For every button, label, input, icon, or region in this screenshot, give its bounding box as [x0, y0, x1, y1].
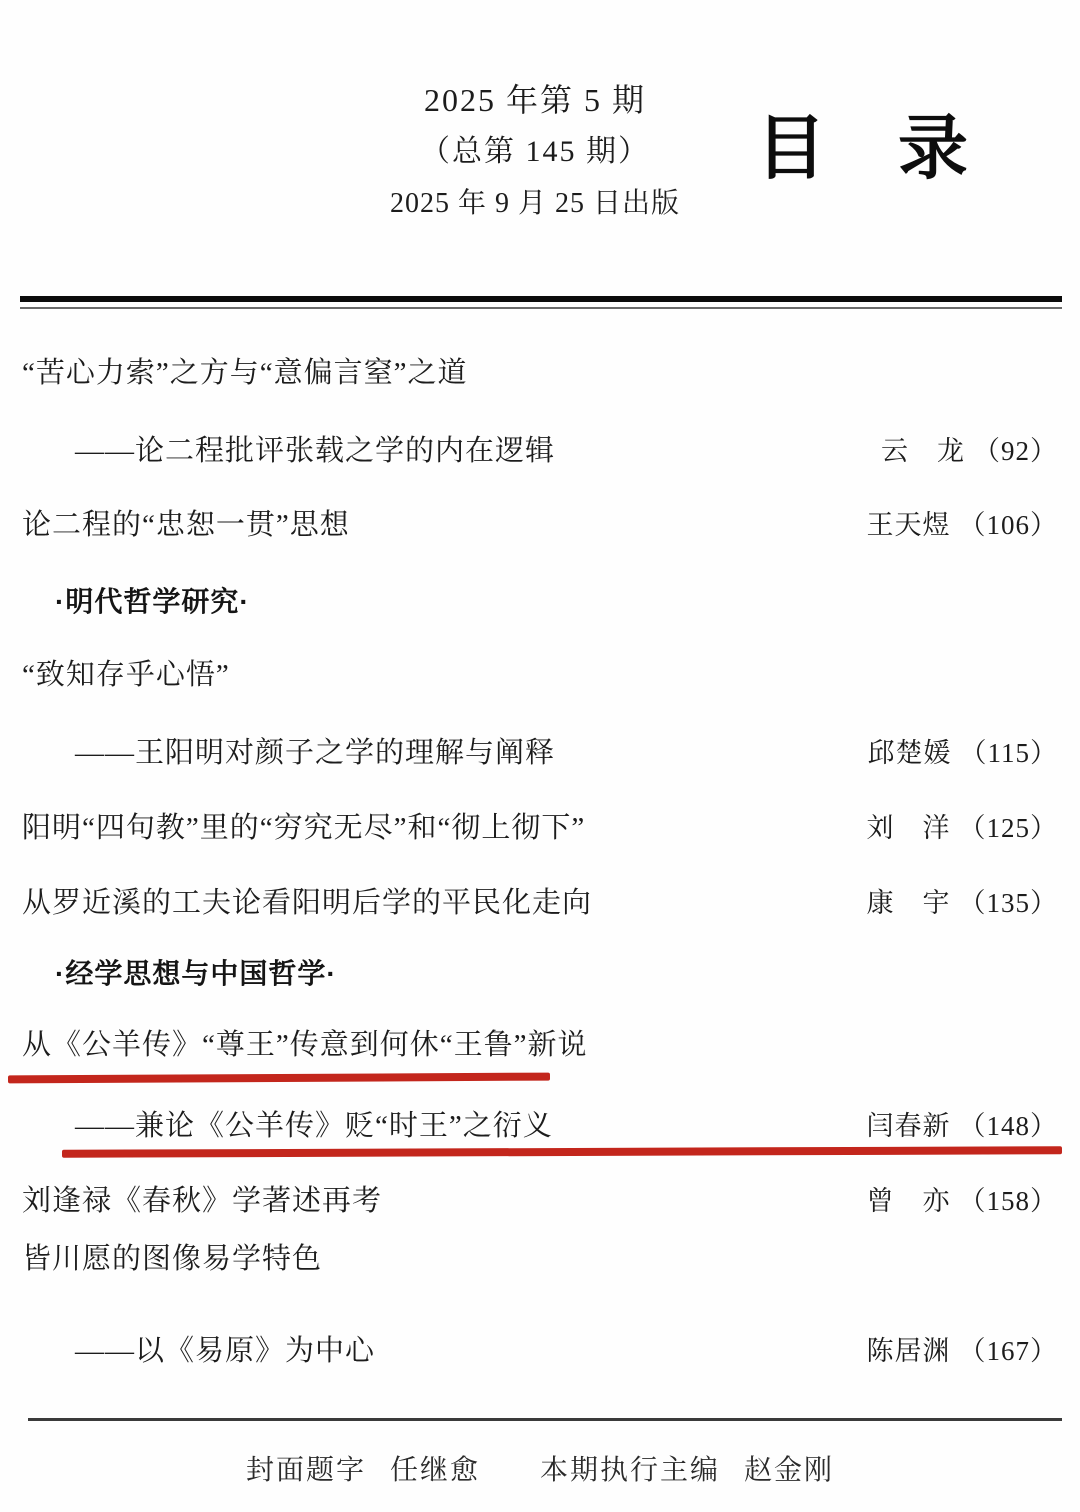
page-number: （125） [958, 813, 1058, 843]
article-subtitle: ——兼论《公羊传》贬“时王”之衍义 [75, 1110, 553, 1142]
page-number: （148） [958, 1111, 1058, 1141]
toc-entry [22, 428, 1058, 469]
footer-credits [0, 1448, 1080, 1488]
page-number: （106） [958, 510, 1058, 540]
author-name: 邱楚媛 [867, 738, 952, 768]
author-page [867, 503, 1059, 542]
toc-entry [22, 1103, 1058, 1144]
publication-date: 2025 年 9 月 25 日出版 [389, 188, 680, 219]
article-subtitle: ——论二程批评张载之学的内在逻辑 [75, 435, 556, 467]
cumulative-issue-number: （总第 145 期） [420, 135, 650, 168]
header-divider-thin [20, 307, 1062, 309]
article-title: “致知存乎心悟” [22, 659, 230, 691]
author-name: 云 龙 [881, 436, 965, 466]
author-page [867, 1179, 1059, 1218]
cover-calligraphy-name: 任继愈 [389, 1455, 480, 1486]
red-underline-title [8, 1073, 550, 1084]
page-number: （92） [973, 436, 1058, 466]
footer-divider [28, 1418, 1062, 1421]
toc-section-header [22, 580, 1058, 620]
article-title: “苦心力索”之方与“意偏言窒”之道 [22, 357, 468, 389]
issue-number: 2025 年第 5 期 [423, 82, 646, 118]
toc-entry [22, 805, 1058, 846]
article-title: 皆川愿的图像易学特色 [22, 1243, 323, 1275]
toc-entry [22, 1178, 1058, 1219]
toc-entry [22, 730, 1058, 771]
article-title: 从《公羊传》“尊王”传意到何休“王鲁”新说 [22, 1029, 588, 1061]
toc-entry [22, 350, 1058, 391]
cover-calligraphy-label: 封面题字 [245, 1455, 366, 1486]
page-number: （167） [958, 1336, 1058, 1366]
page-title-char-1: 目 [756, 109, 826, 187]
article-subtitle: ——以《易原》为中心 [75, 1335, 376, 1367]
page-number: （135） [958, 888, 1058, 918]
toc-entry [22, 502, 1058, 543]
red-underline-subtitle [62, 1146, 1062, 1157]
toc-section-header [22, 952, 1058, 992]
author-name: 刘 洋 [866, 813, 951, 843]
author-page [881, 429, 1058, 468]
page-number: （115） [959, 738, 1058, 768]
article-title: 论二程的“忠恕一贯”思想 [22, 509, 350, 541]
toc-entry [22, 1328, 1058, 1369]
author-name: 曾 亦 [866, 1186, 951, 1216]
page-title-char-2: 录 [898, 109, 968, 187]
article-title: 刘逢禄《春秋》学著述再考 [22, 1185, 383, 1217]
executive-editor-name: 赵金刚 [744, 1455, 835, 1486]
header-divider-thick [20, 296, 1062, 302]
executive-editor-label: 本期执行主编 [540, 1455, 721, 1486]
author-page [867, 881, 1059, 920]
article-subtitle: ——王阳明对颜子之学的理解与阐释 [75, 737, 556, 769]
article-title: 阳明“四句教”里的“穷究无尽”和“彻上彻下” [22, 812, 586, 844]
section-title: ·经学思想与中国哲学· [55, 958, 337, 989]
issue-info [340, 74, 730, 230]
author-page [867, 1329, 1059, 1368]
author-name: 陈居渊 [866, 1336, 951, 1366]
author-page [867, 1104, 1059, 1143]
page-title [756, 108, 968, 188]
author-name: 王天煜 [866, 510, 951, 540]
page-number: （158） [958, 1186, 1058, 1216]
author-name: 康 宇 [866, 888, 951, 918]
article-title: 从罗近溪的工夫论看阳明后学的平民化走向 [22, 887, 593, 919]
toc-entry [22, 880, 1058, 921]
section-title: ·明代哲学研究· [55, 586, 250, 617]
toc-entry [22, 1022, 1058, 1063]
author-page [867, 806, 1059, 845]
author-page [868, 731, 1059, 770]
toc-entry [22, 1236, 1058, 1277]
author-name: 闫春新 [866, 1111, 951, 1141]
toc-entry [22, 652, 1058, 693]
